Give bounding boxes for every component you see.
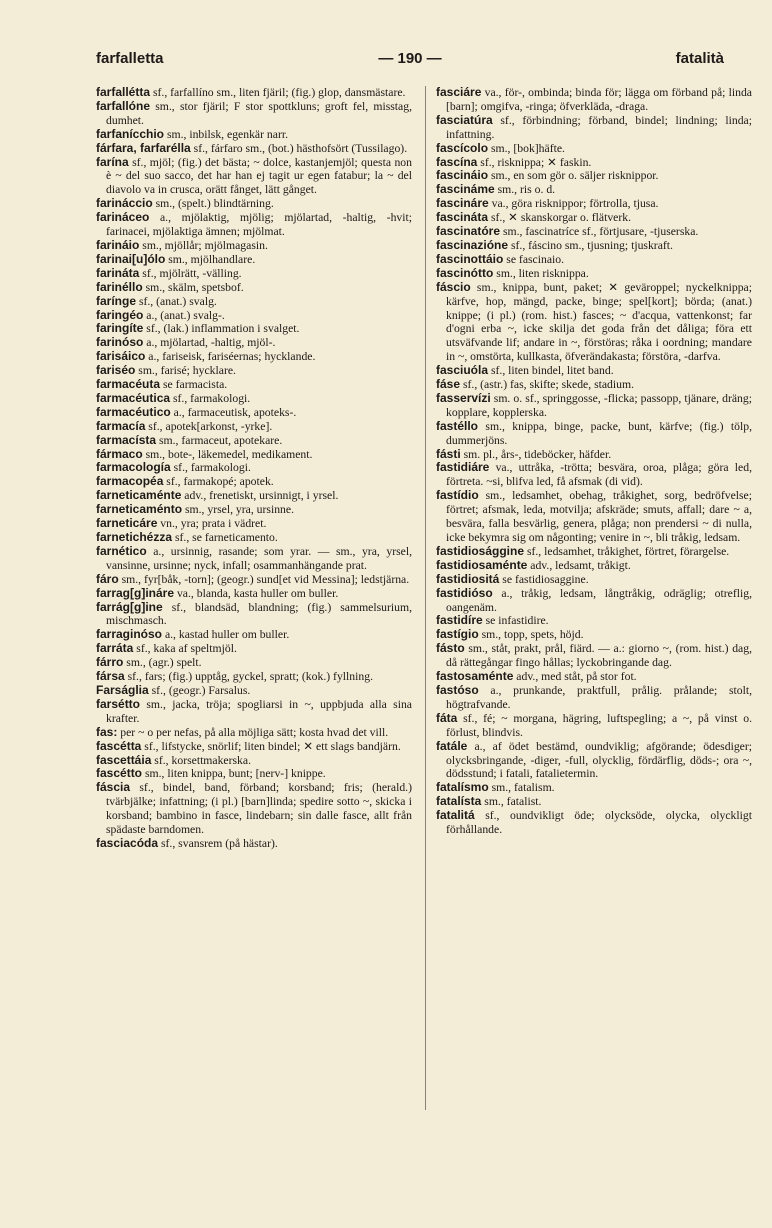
entry-headword: fásti	[436, 446, 461, 461]
dictionary-entry	[436, 253, 752, 267]
dictionary-entry	[96, 684, 412, 698]
entry-headword: farmacopéa	[96, 474, 164, 489]
entry-definition: sf., (anat.) svalg.	[136, 294, 217, 308]
entry-headword: fáro	[96, 571, 119, 586]
entry-headword: fascétta	[96, 738, 142, 753]
dictionary-entry	[436, 559, 752, 573]
entry-headword: fas:	[96, 724, 118, 739]
dictionary-entry	[96, 336, 412, 350]
entry-headword: fásto	[436, 641, 465, 656]
entry-headword: fárro	[96, 655, 124, 670]
dictionary-entry	[96, 420, 412, 434]
dictionary-entry	[96, 781, 412, 837]
entry-headword: farinai[u]ólo	[96, 251, 166, 266]
entry-headword: farínge	[96, 293, 137, 308]
entry-definition: sm., [bok]häfte.	[488, 141, 565, 155]
entry-definition: sf., förbindning; förband, bindel; lindning; linda; infattning.	[446, 113, 752, 141]
entry-headword: fascinazióne	[436, 237, 509, 252]
entry-definition: a., mjölartad, -haltig, mjöl-.	[143, 336, 276, 350]
entry-headword: fasciáre	[436, 85, 482, 99]
entry-headword: farmacéutico	[96, 404, 171, 419]
entry-headword: farmacéuta	[96, 377, 161, 392]
entry-headword: fáta	[436, 710, 458, 725]
entry-headword: farneticáre	[96, 516, 158, 531]
entry-headword: fascináio	[436, 168, 489, 183]
entry-definition: va., för-, ombinda; binda för; lägga om förband på; linda [barn]; omgifva, -ringa; öfverkläda, -draga.	[446, 86, 752, 113]
entry-headword: fariséo	[96, 363, 136, 378]
entry-definition: adv., ledsamt, tråkigt.	[527, 558, 631, 572]
entry-definition: sm. pl., års-, tideböcker, häfder.	[460, 447, 612, 461]
dictionary-entry	[96, 295, 412, 309]
entry-headword: farína	[96, 154, 129, 169]
dictionary-entry	[96, 128, 412, 142]
entry-definition: sf., oundvikligt öde; olycksöde, olycka, olyckligt förhållande.	[446, 809, 752, 837]
entry-definition: a., farmaceutisk, apoteks-.	[170, 405, 297, 419]
dictionary-entry	[436, 587, 752, 615]
entry-headword: fastéllo	[436, 418, 479, 433]
dictionary-entry	[436, 781, 752, 795]
entry-headword: fatalísta	[436, 794, 482, 809]
dictionary-entry	[436, 239, 752, 253]
dictionary-entry	[436, 712, 752, 740]
dictionary-entry	[96, 267, 412, 281]
entry-definition: sf., (lak.) inflammation i svalget.	[143, 322, 300, 336]
dictionary-entry	[96, 475, 412, 489]
entry-headword: fastidiáre	[436, 460, 490, 475]
entry-headword: farmacología	[96, 460, 171, 475]
entry-headword: farinóso	[96, 335, 144, 350]
dictionary-entry	[436, 225, 752, 239]
entry-definition: a., prunkande, praktfull, prålig. prålande; stolt, högtrafvande.	[446, 683, 752, 711]
dictionary-entry	[436, 142, 752, 156]
entry-headword: fascinótto	[436, 265, 494, 280]
dictionary-entry	[96, 587, 412, 601]
entry-definition: sm., (agr.) spelt.	[123, 656, 202, 670]
dictionary-entry	[96, 642, 412, 656]
dictionary-entry	[96, 350, 412, 364]
dictionary-entry	[436, 545, 752, 559]
entry-definition: sf., svansrem (på hästar).	[158, 836, 278, 850]
dictionary-entry	[96, 531, 412, 545]
dictionary-entry	[436, 156, 752, 170]
entry-headword: farsétto	[96, 696, 141, 711]
dictionary-entry	[96, 656, 412, 670]
entry-headword: fastidiosággine	[436, 543, 525, 558]
entry-definition: a., tråkig, ledsam, långtråkig, odräglig; otreflig, oangenäm.	[446, 586, 752, 614]
dictionary-entry	[96, 754, 412, 768]
dictionary-entry	[436, 183, 752, 197]
entry-definition: sm., fatalist.	[481, 795, 542, 809]
entry-headword: farnetichézza	[96, 530, 173, 544]
entry-headword: farmacía	[96, 418, 146, 433]
entry-definition: sf., kaka af speltmjöl.	[133, 642, 237, 656]
dictionary-entry	[96, 545, 412, 573]
entry-headword: fárfara, farfarélla	[96, 140, 191, 155]
dictionary-entry	[96, 197, 412, 211]
entry-definition: sm., knippa, bunt, paket; ✕ geväroppel; nyckelknippa; kärfve, hop, mängd, packe, binge; spel[kort]; börda; (anat.) knippe; (i pl.) (rom. hist.) fasces; ~ d'acqua, vattenkonst; far d'ogni erba ~, icke skilja det goda från det dåliga; föra ett utsväfvande lif; andare in ~, förstöras; råka i oordning; mandare in ~, omstörta, kullkasta, öfverändakasta; förstöra, -darfva.	[446, 280, 752, 364]
entry-definition: a., fariseisk, fariséernas; hycklande.	[145, 350, 316, 364]
entry-definition: sm., fatalism.	[488, 781, 555, 795]
dictionary-entry	[96, 322, 412, 336]
entry-definition: sf., ledsamhet, tråkighet, förtret, förargelse.	[524, 544, 730, 558]
dictionary-entry	[436, 420, 752, 448]
dictionary-entry	[96, 503, 412, 517]
entry-headword: farináta	[96, 265, 140, 280]
entry-definition: sf., se farneticamento.	[172, 531, 278, 544]
left-guide-word: farfalletta	[96, 50, 164, 67]
entry-definition: sm., inbilsk, egenkär narr.	[164, 127, 289, 141]
entry-definition: vn., yra; prata i vädret.	[157, 517, 267, 531]
entry-definition: sm., knippa, binge, packe, bunt, kärfve; (fig.) tölp, dummerjöns.	[446, 419, 752, 447]
page-number: — 190 —	[378, 50, 442, 67]
entry-definition: sm., (spelt.) blindtärning.	[152, 197, 274, 211]
entry-definition: sf., fé; ~ morgana, hägring, luftspegling; a ~, på vinst o. förlust, blindvis.	[446, 711, 752, 739]
entry-headword: farfallétta	[96, 85, 151, 99]
dictionary-entry	[96, 628, 412, 642]
entry-definition: sf., fars; (fig.) upptåg, gyckel, spratt; (kok.) fyllning.	[124, 670, 373, 684]
entry-definition: sf., farmakologi.	[170, 391, 251, 405]
dictionary-entry	[96, 434, 412, 448]
entry-definition: a., ursinnig, rasande; som yrar. — sm., yra, yrsel, vansinne, ursinne; nyck, infall; osammanhängande prat.	[106, 544, 412, 572]
entry-headword: fascícolo	[436, 140, 489, 155]
dictionary-entry	[96, 253, 412, 267]
dictionary-entry	[96, 448, 412, 462]
entry-definition: sm., farisé; hycklare.	[135, 364, 236, 378]
entry-headword: fasservízi	[436, 390, 491, 405]
entry-definition: sf., farmakologi.	[170, 461, 251, 475]
entry-headword: fáse	[436, 377, 461, 392]
dictionary-entry	[96, 392, 412, 406]
dictionary-entry	[436, 740, 752, 782]
dictionary-entry	[96, 573, 412, 587]
dictionary-entry	[436, 169, 752, 183]
entry-definition: sm., topp, spets, höjd.	[478, 628, 584, 642]
dictionary-entry	[96, 489, 412, 503]
entry-headword: farrág[g]ine	[96, 599, 163, 614]
entry-headword: farnético	[96, 543, 147, 558]
entry-definition: sm., en som gör o. säljer risknippor.	[488, 169, 659, 183]
dictionary-entry	[96, 461, 412, 475]
entry-definition: sf., blandsäd, blandning; (fig.) sammelsurium, mischmasch.	[106, 600, 412, 628]
entry-definition: sm., bote-, läkemedel, medikament.	[142, 447, 313, 461]
entry-definition: se fastidiosaggine.	[499, 572, 589, 586]
entry-definition: a., mjölaktig, mjölig; mjölartad, -haltig, -hvit; farinacei, mjölaktiga ämnen; mjölmat.	[106, 211, 412, 239]
entry-definition: sf., fárfaro sm., (bot.) hästhofsört (Tussilago).	[190, 141, 408, 155]
right-guide-word: fatalità	[675, 50, 724, 67]
entry-definition: sm., farmaceut, apotekare.	[156, 433, 283, 447]
entry-definition: a., af ödet bestämd, oundviklig; afgörande; ödesdiger; olycksbringande, -diger, -full, olycklig, fördärflig, döds-; ora ~, dödsstund; i fatali, fatalietermin.	[446, 739, 752, 781]
entry-headword: farráta	[96, 641, 134, 656]
entry-headword: faringíte	[96, 321, 144, 336]
dictionary-entry	[436, 573, 752, 587]
dictionary-entry	[436, 392, 752, 420]
entry-definition: sm. o. sf., springgosse, -flicka; passopp, tjänare, dräng; kopplare, kopplerska.	[446, 391, 752, 419]
entry-definition: sf., liten bindel, litet band.	[488, 364, 614, 378]
entry-definition: sf., mjölrätt, -välling.	[139, 266, 242, 280]
entry-definition: va., göra risknippor; förtrolla, tjusa.	[488, 197, 659, 211]
entry-definition: adv., med ståt, på stor fot.	[513, 670, 637, 684]
entry-headword: farináceo	[96, 210, 150, 225]
entry-headword: fastidiosaménte	[436, 557, 528, 572]
entry-headword: fascináta	[436, 210, 489, 225]
entry-definition: sm., mjöllår; mjölmagasin.	[139, 238, 268, 252]
page-header	[96, 50, 724, 74]
entry-definition: se farmacista.	[160, 378, 228, 392]
left-column	[96, 86, 412, 851]
dictionary-entry	[436, 795, 752, 809]
entry-headword: fascinottáio	[436, 251, 504, 266]
entry-headword: fasciatúra	[436, 112, 493, 127]
entry-headword: fáscio	[436, 279, 471, 294]
entry-definition: se fascinaio.	[503, 252, 565, 266]
entry-definition: per ~ o per nefas, på alla möjliga sätt; kosta hvad det vill.	[117, 725, 389, 739]
entry-headword: farisáico	[96, 349, 146, 364]
entry-headword: fascináre	[436, 196, 489, 211]
entry-definition: sf., ✕ skanskorgar o. flätverk.	[488, 211, 632, 225]
entry-definition: sm., liten risknippa.	[493, 266, 589, 280]
entry-definition: sm., jacka, tröja; spogliarsi in ~, uppbjuda alla sina krafter.	[106, 697, 412, 725]
entry-headword: fastidiositá	[436, 571, 500, 586]
entry-headword: farrag[g]ináre	[96, 585, 175, 600]
dictionary-entry	[436, 364, 752, 378]
entry-headword: fatále	[436, 738, 468, 753]
dictionary-entry	[96, 142, 412, 156]
entry-definition: va., blanda, kasta huller om buller.	[174, 586, 339, 600]
dictionary-entry	[96, 670, 412, 684]
entry-definition: sm., fascinatríce sf., förtjusare, -tjuserska.	[500, 225, 699, 239]
entry-definition: adv., frenetiskt, ursinnigt, i yrsel.	[181, 489, 339, 503]
entry-definition: sf., korsettmakerska.	[151, 753, 252, 767]
entry-definition: sm., ståt, prakt, prål, fiärd. — a.: giorno ~, (rom. hist.) dag, då rättegångar fingo hållas; lyckobringande dag.	[446, 642, 752, 670]
entry-headword: fáscia	[96, 780, 131, 795]
dictionary-entry	[96, 767, 412, 781]
dictionary-entry	[436, 378, 752, 392]
entry-definition: sf., mjöl; (fig.) det bästa; ~ dolce, kastanjemjöl; questa non è ~ del suo sacco, det har han ej tagit ur egen fatabur; la ~ del diavolo va in crusca, orätt fånget, lätt gånget.	[106, 155, 412, 197]
entry-definition: va., uttråka, -trötta; besvära, oroa, plåga; göra led, förtreta. ~si, blifva led, få afsmak (di vid).	[446, 461, 752, 489]
entry-headword: fascína	[436, 154, 478, 169]
entry-definition: sf., apotek[arkonst, -yrke].	[145, 419, 273, 433]
entry-definition: sf., (astr.) fas, skifte; skede, stadium.	[460, 378, 635, 392]
dictionary-entry	[436, 628, 752, 642]
dictionary-entry	[436, 267, 752, 281]
dictionary-entry	[436, 670, 752, 684]
entry-headword: farfanícchio	[96, 126, 165, 141]
entry-headword: fársa	[96, 669, 125, 684]
dictionary-entry	[96, 378, 412, 392]
entry-definition: sm., liten knippa, bunt; [nerv-] knippe.	[142, 767, 326, 781]
entry-headword: farináccio	[96, 196, 153, 211]
entry-headword: fastosaménte	[436, 669, 514, 684]
entry-definition: sf., farfallíno sm., liten fjäril; (fig.) glop, dansmästare.	[150, 86, 406, 99]
entry-headword: fastígio	[436, 627, 479, 642]
dictionary-entry	[96, 740, 412, 754]
dictionary-entry	[96, 837, 412, 851]
dictionary-entry	[436, 489, 752, 545]
entry-headword: Farságlia	[96, 682, 149, 697]
entry-headword: fastidióso	[436, 585, 493, 600]
entry-definition: a., kastad huller om buller.	[162, 628, 290, 642]
dictionary-entry	[436, 197, 752, 211]
entry-headword: fastídio	[436, 488, 479, 503]
dictionary-entry	[436, 614, 752, 628]
column-divider	[425, 86, 426, 1110]
entry-headword: farneticaménte	[96, 488, 182, 503]
entry-headword: farraginóso	[96, 627, 163, 642]
dictionary-entry	[436, 114, 752, 142]
entry-headword: fascétto	[96, 766, 143, 781]
dictionary-entry	[96, 406, 412, 420]
entry-headword: fascinatóre	[436, 224, 501, 239]
right-column	[436, 86, 752, 837]
dictionary-entry	[96, 726, 412, 740]
dictionary-entry	[96, 517, 412, 531]
entry-definition: sm., fyr[båk, -torn]; (geogr.) sund[et vid Messina]; ledstjärna.	[118, 572, 410, 586]
dictionary-entry	[96, 86, 412, 100]
entry-headword: fasciacóda	[96, 835, 159, 850]
entry-definition: sm., skälm, spetsbof.	[142, 280, 244, 294]
dictionary-entry	[96, 309, 412, 323]
dictionary-entry	[436, 684, 752, 712]
entry-headword: fármaco	[96, 446, 143, 461]
entry-headword: farinéllo	[96, 279, 143, 294]
dictionary-entry	[436, 461, 752, 489]
dictionary-entry	[96, 211, 412, 239]
entry-headword: faringéo	[96, 307, 144, 322]
entry-definition: sm., stor fjäril; F stor spottkluns; groft fel, misstag, dumhet.	[106, 99, 412, 127]
entry-definition: sf., lifstycke, snörlif; liten bindel; ✕ ett slags bandjärn.	[141, 739, 401, 753]
dictionary-entry	[96, 364, 412, 378]
dictionary-entry	[96, 281, 412, 295]
dictionary-entry	[436, 211, 752, 225]
entry-definition: sf., bindel, band, förband; korsband; fris; (herald.) tvärbjälke; infattning; (i pl.) [barn]linda; spedire sotto ~, skicka i korsband; bambino in fasce, lindebarn; sin dalle fasce, allt från spädaste barndomen.	[106, 781, 412, 837]
dictionary-entry	[436, 809, 752, 837]
dictionary-entry	[436, 448, 752, 462]
entry-headword: fatalísmo	[436, 780, 489, 795]
entry-headword: fatalitá	[436, 808, 475, 823]
entry-definition: a., (anat.) svalg-.	[143, 308, 225, 322]
entry-definition: sm., ris o. d.	[494, 183, 556, 197]
entry-definition: sf., risknippa; ✕ faskin.	[477, 155, 592, 169]
dictionary-entry	[436, 642, 752, 670]
entry-definition: sf., (geogr.) Farsalus.	[148, 683, 251, 697]
entry-headword: farináio	[96, 237, 140, 252]
entry-headword: farmacísta	[96, 432, 157, 447]
entry-definition: sf., fáscino sm., tjusning; tjuskraft.	[508, 238, 673, 252]
entry-definition: sf., farmakopé; apotek.	[163, 475, 274, 489]
dictionary-entry	[436, 281, 752, 364]
dictionary-entry	[96, 156, 412, 198]
entry-definition: sm., ledsamhet, obehag, tråkighet, sorg, bedröfvelse; förtret; afsmak, leda, motvilja; afskräde; smuts, affall; dare ~ a, besvära, falla besvärlig, genera, plåga; non prendersi ~ di nulla, icke bekymra sig om någonting; venire in ~, bli tråkig, ledsam.	[446, 489, 752, 544]
entry-definition: sm., mjölhandlare.	[165, 252, 256, 266]
dictionary-entry	[96, 698, 412, 726]
entry-headword: farneticaménto	[96, 502, 183, 517]
dictionary-entry	[96, 601, 412, 629]
entry-headword: fascettáia	[96, 752, 152, 767]
entry-headword: farmacéutica	[96, 390, 171, 405]
entry-definition: se infastidire.	[482, 614, 549, 628]
entry-headword: fascináme	[436, 182, 495, 197]
dictionary-entry	[96, 100, 412, 128]
entry-headword: fastidíre	[436, 613, 483, 628]
entry-headword: fasciuóla	[436, 363, 489, 378]
dictionary-entry	[96, 239, 412, 253]
entry-definition: sm., yrsel, yra, ursinne.	[182, 503, 295, 517]
entry-headword: fastóso	[436, 682, 479, 697]
entry-headword: farfallóne	[96, 98, 151, 113]
dictionary-entry	[436, 86, 752, 114]
